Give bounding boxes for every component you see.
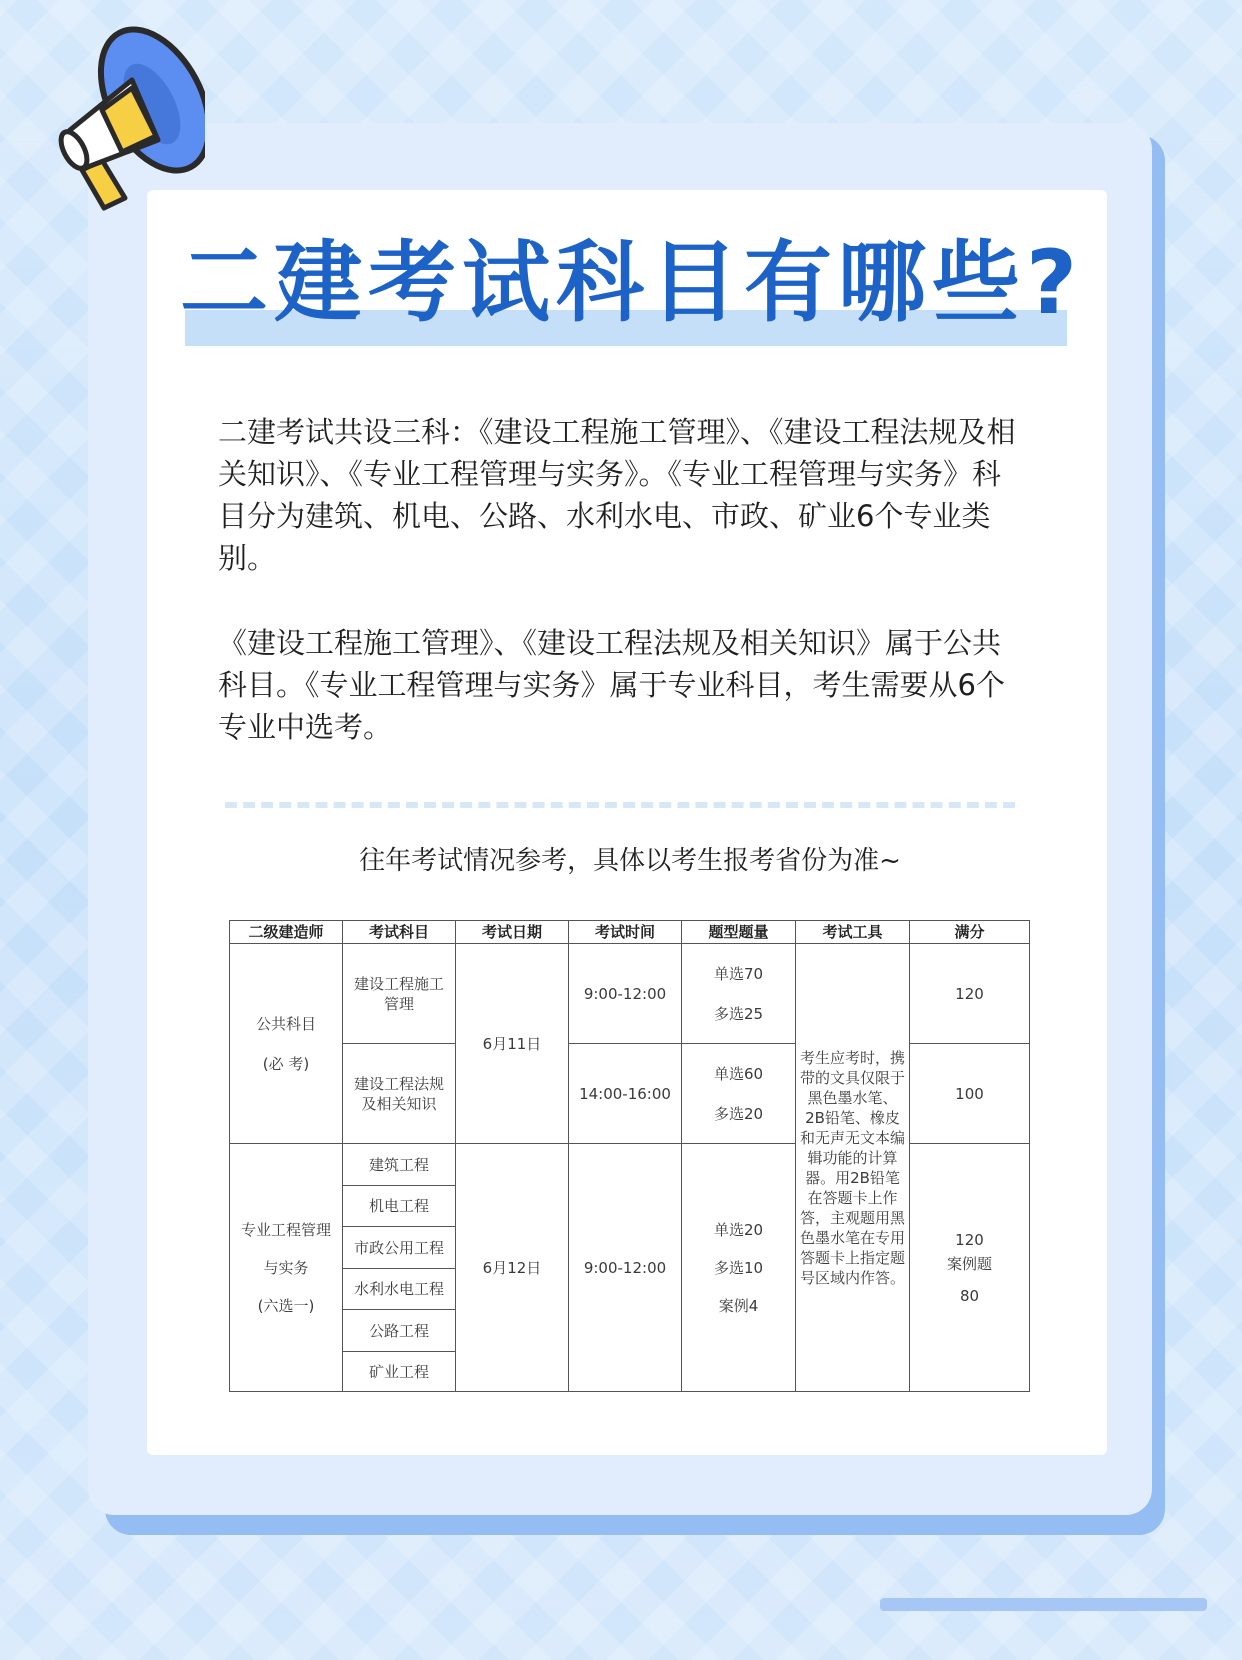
subject-cell: 公路工程: [343, 1310, 456, 1352]
table-row: [230, 1044, 1030, 1144]
header-cell: 考试科目: [343, 921, 456, 944]
intro-paragraph: 二建考试共设三科：《建设工程施工管理》、《建设工程法规及相关知识》、《专业工程管理与实务》。《专业工程管理与实务》科目分为建筑、机电、公路、水利水电、市政、矿业6个专业类别。: [218, 415, 1016, 575]
date-cell: 6月11日: [456, 944, 569, 1144]
decorative-stripe: [880, 1598, 1207, 1611]
question-type: 单选60: [713, 1064, 764, 1083]
category-note: (必 考): [262, 1054, 310, 1073]
question-type: 多选10: [713, 1258, 764, 1277]
megaphone-icon: [30, 10, 205, 215]
subject-cell: 水利水电工程: [343, 1269, 456, 1310]
subject-cell: 建筑工程: [343, 1144, 456, 1186]
header-cell: 题型题量: [682, 921, 796, 944]
category-label: 公共科目: [255, 1014, 316, 1033]
table-header-row: [230, 921, 1030, 944]
question-type: 单选70: [713, 964, 764, 983]
header-cell: 满分: [910, 921, 1030, 944]
category-label: 与实务: [263, 1258, 309, 1277]
tools-cell: 考生应考时，携带的文具仅限于黑色墨水笔、2B铅笔、橡皮和无声无文本编辑功能的计算器。用2B铅笔在答题卡上作答，主观题用黑色墨水笔在专用答题卡上指定题号区域内作答。: [796, 944, 910, 1392]
category-cell-public: [230, 944, 343, 1144]
subject-type-paragraph: 《建设工程施工管理》、《建设工程法规及相关知识》属于公共科目。《专业工程管理与实务》属于专业科目，考生需要从6个专业中选考。: [218, 626, 1005, 744]
question-type: 多选25: [713, 1004, 764, 1023]
category-cell-professional: [230, 1144, 343, 1392]
question-type: 单选20: [713, 1220, 764, 1239]
header-cell: 考试时间: [569, 921, 682, 944]
table-row: [230, 944, 1030, 1044]
score-value: 120: [955, 1230, 984, 1249]
subject-cell: 建设工程法规及相关知识: [343, 1044, 456, 1144]
time-cell: 14:00-16:00: [569, 1044, 682, 1144]
dashed-divider: [225, 802, 1015, 808]
score-cell: [910, 1144, 1030, 1392]
header-cell: 二级建造师: [230, 921, 343, 944]
score-cell: 120: [910, 944, 1030, 1044]
header-cell: 考试工具: [796, 921, 910, 944]
time-cell: 9:00-12:00: [569, 1144, 682, 1392]
score-cell: 100: [910, 1044, 1030, 1144]
question-type: 多选20: [713, 1104, 764, 1123]
category-label: 专业工程管理: [240, 1220, 331, 1239]
score-value: 80: [959, 1286, 980, 1305]
table-caption: 往年考试情况参考，具体以考生报考省份为准~: [359, 846, 901, 876]
table-row: [230, 1144, 1030, 1186]
subject-cell: 市政公用工程: [343, 1227, 456, 1269]
date-cell: 6月12日: [456, 1144, 569, 1392]
time-cell: 9:00-12:00: [569, 944, 682, 1044]
category-note: (六选一): [257, 1296, 315, 1315]
subject-cell: 建设工程施工管理: [343, 944, 456, 1044]
question-types-cell: [682, 944, 796, 1044]
score-label: 案例题: [946, 1254, 992, 1273]
subject-cell: 机电工程: [343, 1186, 456, 1227]
question-type: 案例4: [718, 1296, 759, 1315]
header-cell: 考试日期: [456, 921, 569, 944]
question-types-cell: [682, 1044, 796, 1144]
exam-schedule-table: [229, 920, 1030, 1392]
subject-cell: 矿业工程: [343, 1352, 456, 1392]
page-title: 二建考试科目有哪些?: [180, 231, 1084, 334]
question-types-cell: [682, 1144, 796, 1392]
